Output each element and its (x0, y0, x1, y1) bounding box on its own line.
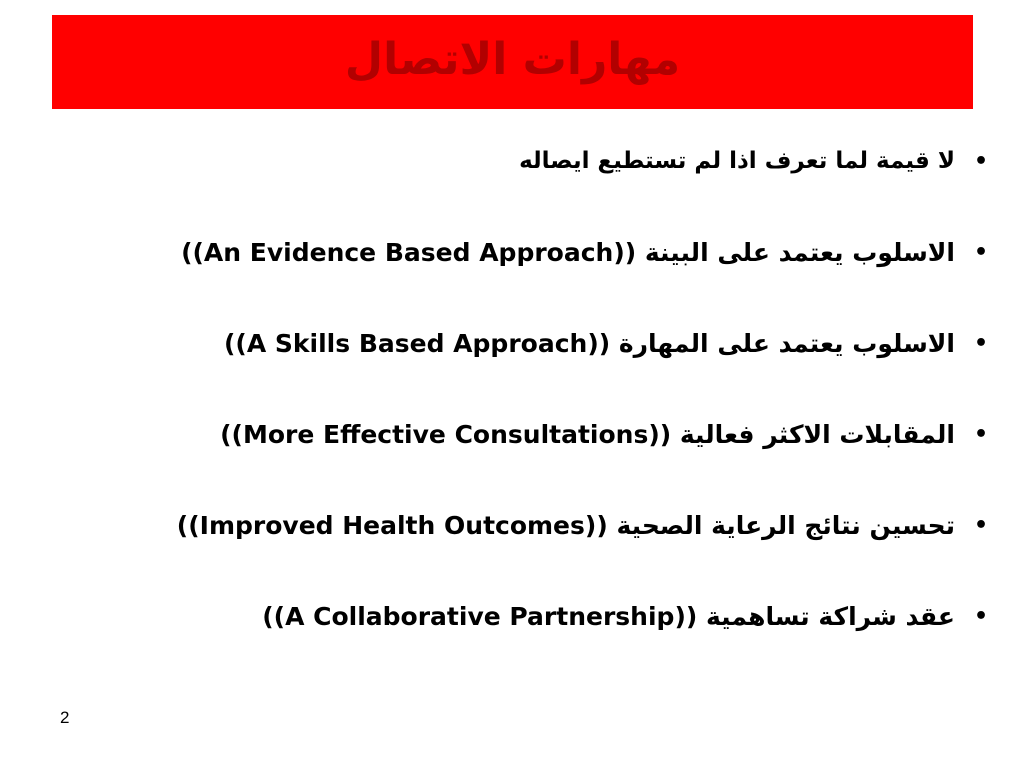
title-bar (52, 15, 973, 109)
bullet-item (60, 229, 995, 275)
bullet-text: الاسلوب يعتمد على البينة ((An Evidence Based Approach)) (181, 237, 955, 267)
bullet-text: تحسين نتائج الرعاية الصحية ((Improved Health Outcomes)) (176, 510, 955, 540)
bullet-icon: • (973, 512, 989, 538)
slide-title: مهارات الاتصال (344, 34, 681, 85)
bullet-item (60, 593, 995, 639)
bullet-text: المقابلات الاكثر فعالية ((More Effective Consultations)) (220, 419, 955, 449)
bullet-text: عقد شراكة تساهمية ((A Collaborative Partnership)) (262, 601, 955, 631)
bullet-item (60, 411, 995, 457)
bullet-icon: • (973, 148, 989, 174)
bullet-icon: • (973, 239, 989, 265)
bullet-item (60, 138, 995, 184)
bullet-list (60, 138, 995, 684)
bullet-item (60, 320, 995, 366)
bullet-text: لا قيمة لما تعرف اذا لم تستطيع ايصاله (519, 148, 955, 174)
bullet-text: الاسلوب يعتمد على المهارة ((A Skills Based Approach)) (223, 328, 955, 358)
bullet-icon: • (973, 603, 989, 629)
bullet-icon: • (973, 421, 989, 447)
page-number: 2 (60, 708, 70, 727)
bullet-item (60, 502, 995, 548)
bullet-icon: • (973, 330, 989, 356)
